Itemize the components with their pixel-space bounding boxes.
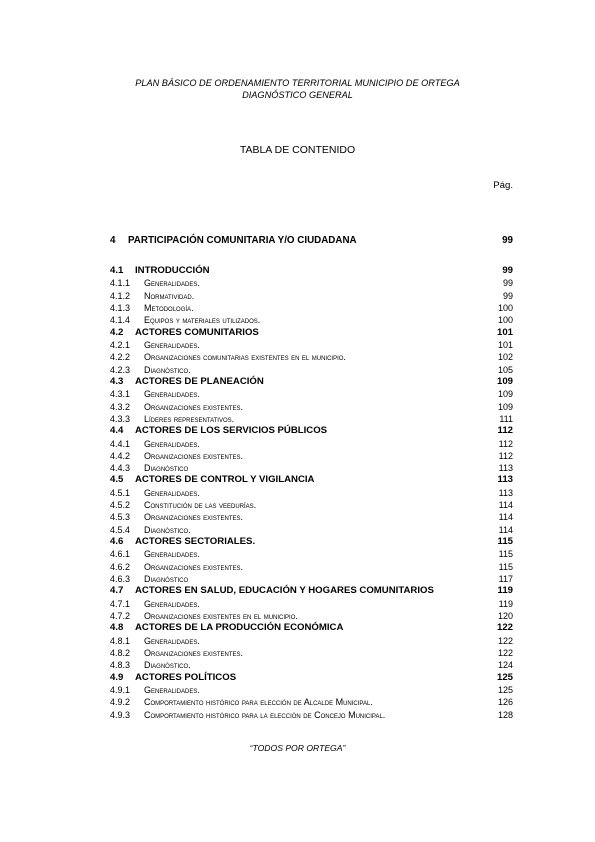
toc-subsection-entry[interactable] <box>110 561 513 573</box>
entry-num: 4.3.1 <box>110 389 131 400</box>
entry-page: 114 <box>498 524 513 535</box>
entry-page: 114 <box>498 500 513 511</box>
toc-subsection-entry[interactable] <box>110 647 513 659</box>
toc-subsection-entry[interactable] <box>110 659 513 671</box>
entry-title: Organizaciones existentes. <box>144 561 244 572</box>
toc-subsection-entry[interactable] <box>110 635 513 647</box>
entry-num: 4.5.2 <box>110 500 131 511</box>
entry-page: 99 <box>502 290 513 301</box>
entry-num: 4.5 <box>110 474 124 486</box>
entry-title: Generalidades. <box>144 389 200 400</box>
document-header <box>0 77 595 101</box>
entry-title: Normatividad. <box>144 290 195 301</box>
entry-title: Organizaciones existentes. <box>144 647 244 658</box>
entry-title: Generalidades. <box>144 339 200 350</box>
entry-title: Organizaciones existentes. <box>144 512 244 523</box>
toc-chapter-entry[interactable] <box>110 235 513 249</box>
toc-subsection-entry[interactable] <box>110 438 513 450</box>
toc-section-entry[interactable] <box>110 672 513 684</box>
toc-subsection-entry[interactable] <box>110 610 513 622</box>
entry-num: 4.2.3 <box>110 364 131 375</box>
entry-page: 125 <box>496 671 513 683</box>
entry-title: Organizaciones existentes en el municipio. <box>144 610 298 621</box>
entry-title: ACTORES COMUNITARIOS <box>135 326 259 338</box>
entry-title: Comportamiento histórico para elección de Alcalde Municipal. <box>144 697 373 708</box>
toc-subsection-entry[interactable] <box>110 364 513 376</box>
entry-title: Generalidades. <box>144 278 200 289</box>
header-line-1: PLAN BÁSICO DE ORDENAMIENTO TERRITORIAL MUNICIPIO DE ORTEGA <box>135 78 460 88</box>
entry-page: 100 <box>497 302 513 313</box>
entry-num: 4.7.1 <box>110 598 131 609</box>
entry-title: Generalidades. <box>144 487 200 498</box>
entry-page: 112 <box>497 425 513 437</box>
entry-num: 4.8.3 <box>110 660 131 671</box>
entry-page: 109 <box>497 401 513 412</box>
entry-num: 4.4.1 <box>110 438 131 449</box>
entry-title: ACTORES POLÍTICOS <box>135 671 237 683</box>
entry-num: 4.4.2 <box>110 450 131 461</box>
entry-num: 4.2.2 <box>110 352 131 363</box>
page-column-label: Pág. <box>493 180 513 191</box>
toc-section-entry[interactable] <box>110 585 513 597</box>
entry-num: 4.2.1 <box>110 339 131 350</box>
entry-title: Diagnóstico. <box>144 524 191 535</box>
toc-subsection-entry[interactable] <box>110 684 513 696</box>
entry-page: 126 <box>497 697 513 708</box>
entry-page: 113 <box>498 463 513 474</box>
entry-page: 101 <box>496 326 513 338</box>
entry-page: 115 <box>498 549 513 560</box>
entry-title: ACTORES DE LA PRODUCCIÓN ECONÓMICA <box>135 622 344 634</box>
entry-title: Organizaciones existentes. <box>144 450 244 461</box>
entry-page: 111 <box>499 413 513 424</box>
entry-title: Metodología. <box>144 302 194 313</box>
entry-page: 122 <box>497 647 513 658</box>
entry-num: 4.9.2 <box>110 697 131 708</box>
entry-num: 4.3.3 <box>110 413 131 424</box>
entry-page: 105 <box>497 364 513 375</box>
entry-page: 128 <box>497 709 513 720</box>
toc-subsection-entry[interactable] <box>110 524 513 536</box>
entry-page: 115 <box>498 561 513 572</box>
entry-num: 4.6.1 <box>110 549 131 560</box>
chapter-title: PARTICIPACIÓN COMUNITARIA Y/O CIUDADANA <box>128 235 357 246</box>
entry-num: 4.6.2 <box>110 561 131 572</box>
entry-page: 122 <box>496 622 513 634</box>
chapter-page: 99 <box>502 235 513 246</box>
toc-subsection-entry[interactable] <box>110 388 513 400</box>
entry-page: 109 <box>496 375 513 387</box>
entry-num: 4.2 <box>110 326 124 338</box>
entry-page: 112 <box>498 438 513 449</box>
toc-subsection-entry[interactable] <box>110 548 513 560</box>
toc-subsection-entry[interactable] <box>110 487 513 499</box>
toc-section-entry[interactable] <box>110 536 513 548</box>
entry-title: ACTORES DE CONTROL Y VIGILANCIA <box>135 474 315 486</box>
entry-num: 4.1.3 <box>110 302 131 313</box>
entry-title: ACTORES EN SALUD, EDUCACIÓN Y HOGARES COMUNITARIOS <box>135 585 434 597</box>
entry-num: 4.5.3 <box>110 512 131 523</box>
entry-num: 4.4 <box>110 425 124 437</box>
entry-page: 124 <box>497 660 513 671</box>
entry-title: Organizaciones comunitarias existentes en el municipio. <box>144 352 346 363</box>
entry-num: 4.4.3 <box>110 463 131 474</box>
toc-subsection-entry[interactable] <box>110 499 513 511</box>
entry-title: Generalidades. <box>144 635 200 646</box>
entry-title: Equipos y materiales utilizados. <box>144 315 261 326</box>
entry-title: Diagnóstico. <box>144 364 191 375</box>
entry-page: 115 <box>497 536 513 547</box>
entry-page: 113 <box>497 474 513 486</box>
toc-subsection-entry[interactable] <box>110 339 513 351</box>
entry-num: 4.9.3 <box>110 709 131 720</box>
entry-page: 117 <box>498 573 513 584</box>
toc-title: TABLA DE CONTENIDO <box>239 144 356 156</box>
toc-section-entry[interactable] <box>110 474 513 486</box>
entry-title: ACTORES DE PLANEACIÓN <box>135 375 264 387</box>
toc-subsection-entry[interactable] <box>110 413 513 425</box>
toc-subsection-entry[interactable] <box>110 277 513 289</box>
entry-title: Diagnóstico <box>144 573 189 584</box>
entry-title: Constitución de las veedurías. <box>144 500 257 511</box>
entry-page: 99 <box>502 278 513 289</box>
chapter-number: 4 <box>110 235 116 246</box>
entry-title: Generalidades. <box>144 598 200 609</box>
entry-page: 122 <box>497 635 513 646</box>
toc-subsection-entry[interactable] <box>110 462 513 474</box>
toc-list <box>110 265 513 721</box>
entry-page: 120 <box>497 610 513 621</box>
entry-title: Diagnóstico. <box>144 660 191 671</box>
entry-num: 4.1.1 <box>110 278 131 289</box>
toc-subsection-entry[interactable] <box>110 450 513 462</box>
toc-section-entry[interactable] <box>110 622 513 634</box>
entry-title: ACTORES DE LOS SERVICIOS PÚBLICOS <box>135 425 328 437</box>
entry-page: 113 <box>498 487 513 498</box>
toc-subsection-entry[interactable] <box>110 401 513 413</box>
entry-page: 101 <box>497 339 513 350</box>
entry-page: 109 <box>497 389 513 400</box>
entry-title: Líderes representativos. <box>144 413 235 424</box>
toc-subsection-entry[interactable] <box>110 573 513 585</box>
entry-num: 4.9.1 <box>110 684 131 695</box>
toc-section-entry[interactable] <box>110 327 513 339</box>
entry-num: 4.7.2 <box>110 610 131 621</box>
toc-section-entry[interactable] <box>110 425 513 437</box>
entry-num: 4.5.1 <box>110 487 131 498</box>
entry-title: ACTORES SECTORIALES. <box>135 536 256 547</box>
entry-page: 112 <box>498 450 513 461</box>
toc-subsection-entry[interactable] <box>110 314 513 326</box>
toc-subsection-entry[interactable] <box>110 709 513 721</box>
entry-page: 99 <box>502 265 513 276</box>
entry-page: 100 <box>497 315 513 326</box>
toc-section-entry[interactable] <box>110 376 513 388</box>
entry-num: 4.8 <box>110 622 124 634</box>
entry-num: 4.8.1 <box>110 635 131 646</box>
document-footer: “TODOS POR ORTEGA” <box>249 743 346 753</box>
toc-section-entry[interactable] <box>110 265 513 277</box>
entry-title: Generalidades. <box>144 438 200 449</box>
entry-num: 4.1.2 <box>110 290 131 301</box>
entry-title: INTRODUCCIÓN <box>135 265 210 276</box>
entry-title: Generalidades. <box>144 684 200 695</box>
entry-num: 4.7 <box>110 585 124 597</box>
entry-num: 4.1 <box>110 265 124 276</box>
entry-num: 4.6.3 <box>110 573 131 584</box>
entry-page: 119 <box>497 585 513 597</box>
header-line-2: DIAGNÓSTICO GENERAL <box>242 90 353 100</box>
entry-page: 119 <box>498 598 513 609</box>
entry-num: 4.3 <box>110 375 124 387</box>
entry-num: 4.9 <box>110 671 124 683</box>
entry-num: 4.5.4 <box>110 524 131 535</box>
toc-subsection-entry[interactable] <box>110 511 513 523</box>
entry-num: 4.6 <box>110 536 124 547</box>
entry-num: 4.3.2 <box>110 401 131 412</box>
entry-num: 4.1.4 <box>110 315 131 326</box>
entry-title: Generalidades. <box>144 549 200 560</box>
entry-title: Organizaciones existentes. <box>144 401 244 412</box>
entry-page: 114 <box>498 512 513 523</box>
entry-page: 125 <box>497 684 513 695</box>
toc-subsection-entry[interactable] <box>110 290 513 302</box>
entry-title: Diagnóstico <box>144 463 189 474</box>
entry-page: 102 <box>497 352 513 363</box>
toc-subsection-entry[interactable] <box>110 598 513 610</box>
entry-num: 4.8.2 <box>110 647 131 658</box>
toc-subsection-entry[interactable] <box>110 696 513 708</box>
toc-subsection-entry[interactable] <box>110 351 513 363</box>
entry-title: Comportamiento histórico para la elección de Concejo Municipal. <box>144 709 386 720</box>
toc-subsection-entry[interactable] <box>110 302 513 314</box>
